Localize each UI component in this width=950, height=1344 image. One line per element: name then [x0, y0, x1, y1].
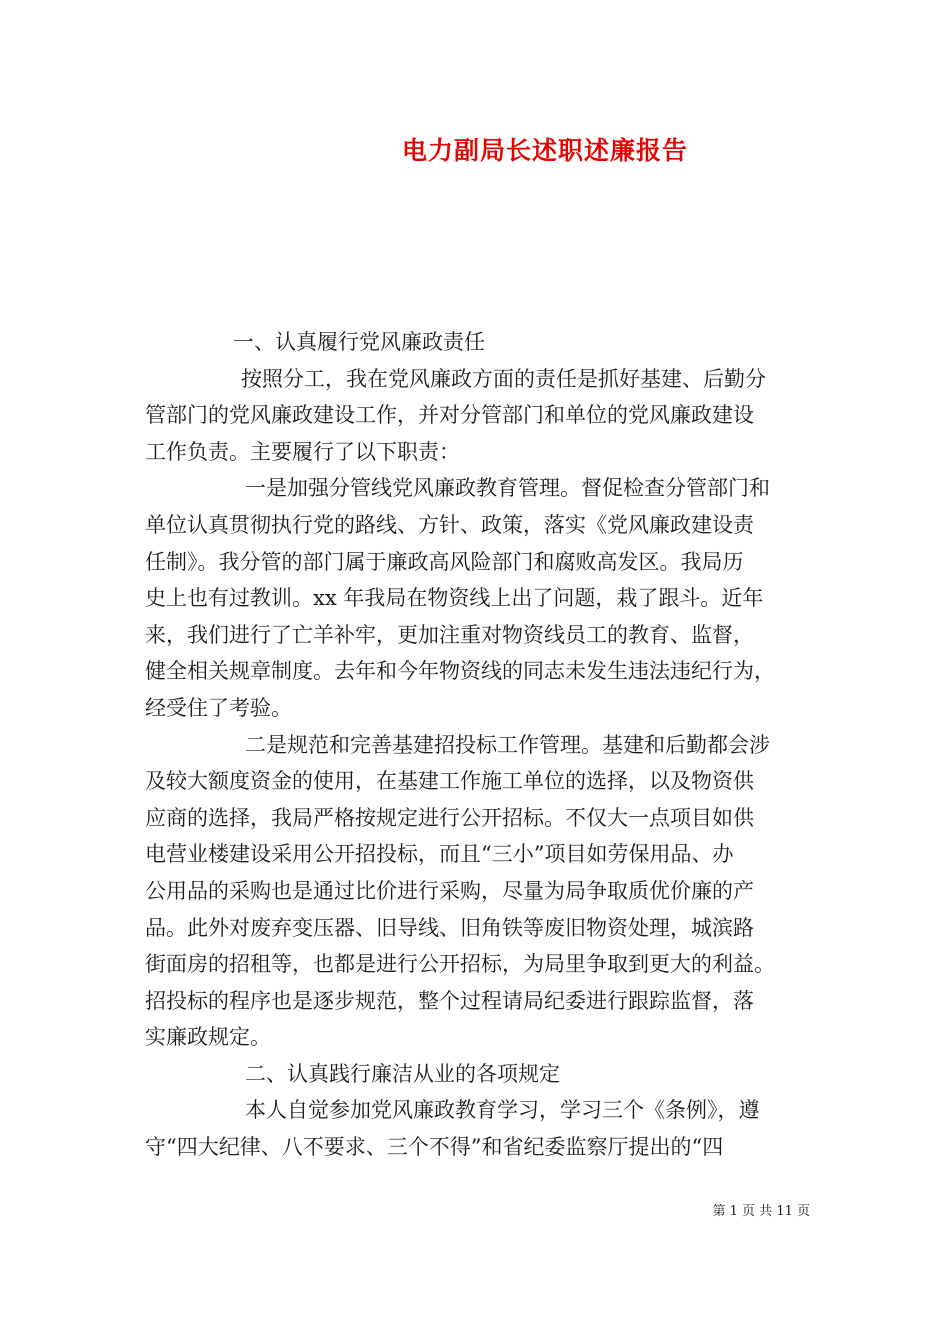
page-number: 第 1 页 共 11 页: [712, 1204, 810, 1219]
paragraph-line: 任制》。我分管的部门属于廉政高风险部门和腐败高发区。我局历: [145, 549, 744, 574]
document-body: [145, 324, 810, 1166]
paragraph-line: 健全相关规章制度。去年和今年物资线的同志未发生违法违纪行为，: [145, 659, 775, 684]
paragraph-line: 品。此外对废弃变压器、旧导线、旧角铁等废旧物资处理，城滨路: [145, 915, 754, 940]
paragraph-line: 单位认真贯彻执行党的路线、方针、政策，落实《党风廉政建设责: [145, 512, 754, 537]
paragraph-line: 来，我们进行了亡羊补牢，更加注重对物资线员工的教育、监督，: [145, 622, 754, 647]
paragraph-line: 经受住了考验。: [145, 695, 292, 720]
section-heading: 二、认真践行廉洁从业的各项规定: [245, 1061, 560, 1086]
paragraph-line: 应商的选择，我局严格按规定进行公开招标。不仅大一点项目如供: [145, 805, 754, 830]
document-title: 电力副局长述职述廉报告: [401, 136, 688, 165]
paragraph-line: 公用品的采购也是通过比价进行采购，尽量为局争取质优价廉的产: [145, 878, 754, 903]
paragraph-line: 街面房的招租等，也都是进行公开招标，为局里争取到更大的利益。: [145, 952, 775, 977]
paragraph-line: 本人自觉参加党风廉政教育学习，学习三个《条例》，遵: [245, 1098, 760, 1123]
paragraph-line: 按照分工，我在党风廉政方面的责任是抓好基建、后勤分: [241, 366, 766, 391]
section-heading: 一、认真履行党风廉政责任: [233, 330, 485, 354]
paragraph-line: 守“四大纪律、八不要求、三个不得”和省纪委监察厅提出的“四: [145, 1135, 724, 1160]
paragraph-line: 电营业楼建设采用公开招投标，而且“三小”项目如劳保用品、办: [145, 842, 734, 867]
paragraph-line: 史上也有过教训。xx 年我局在物资线上出了问题，栽了跟斗。近年: [145, 586, 764, 611]
paragraph-line: 招投标的程序也是逐步规范，整个过程请局纪委进行跟踪监督，落: [145, 988, 754, 1013]
paragraph-line: 工作负责。主要履行了以下职责：: [145, 439, 460, 464]
paragraph-line: 及较大额度资金的使用，在基建工作施工单位的选择，以及物资供: [145, 769, 754, 794]
paragraph-line: 一是加强分管线党风廉政教育管理。督促检查分管部门和: [245, 476, 770, 501]
paragraph-line: 二是规范和完善基建招投标工作管理。基建和后勤都会涉: [245, 732, 770, 757]
paragraph-line: 管部门的党风廉政建设工作，并对分管部门和单位的党风廉政建设: [145, 403, 754, 428]
paragraph-line: 实廉政规定。: [145, 1025, 271, 1050]
